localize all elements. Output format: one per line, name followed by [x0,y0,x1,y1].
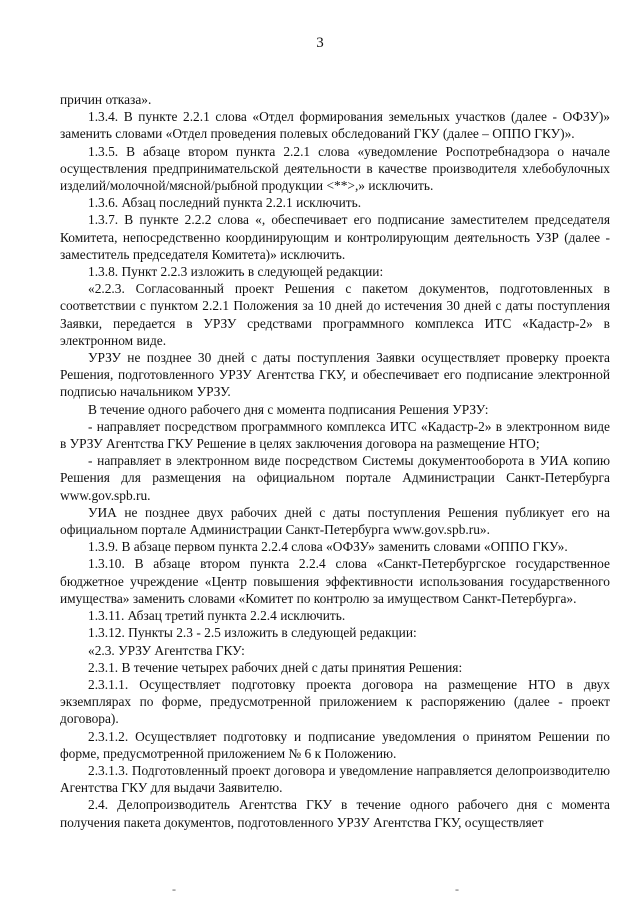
paragraph: 1.3.6. Абзац последний пункта 2.2.1 исключить. [88,195,362,211]
paragraph: 2.3.1.1. Осуществляет подготовку проекта договора на размещение НТО в двух экземплярах по форме, предусмотренной приложением к распоряжению (далее - проект договора). [60,676,610,727]
paragraph: «2.2.3. Согласованный проект Решения с пакетом документов, подготовленных в соответствии с пунктом 2.2.1 Положения за 10 дней до истечения 30 дней с даты поступления Заявки, передается в УРЗУ средствами программного комплекса ИТС «Кадастр-2» в электронном виде. [60,281,610,348]
paragraph: УРЗУ не позднее 30 дней с даты поступления Заявки осуществляет проверку проекта Решения, подготовленного УРЗУ Агентства ГКУ, и обеспечивает его подписание электронной подписью начальником УРЗУ. [60,350,610,400]
paragraph: 2.4. Делопроизводитель Агентства ГКУ в течение одного рабочего дня с момента получения пакета документов, подготовленного УРЗУ Агентства ГКУ, осуществляет [60,797,610,830]
paragraph: 1.3.7. В пункте 2.2.2 слова «, обеспечивает его подписание заместителем председателя Комитета, непосредственно координирующим и контролирующим деятельность УЗР (далее - заместитель председателя Комитета)» исключить. [60,212,610,262]
paragraph: - направляет в электронном виде посредством Системы документооборота в УИА копию Решения для размещения на официальном портале Администрации Санкт-Петербурга www.gov.spb.ru. [60,453,610,503]
paragraph: «2.3. УРЗУ Агентства ГКУ: [88,642,245,658]
paragraph: В течение одного рабочего дня с момента подписания Решения УРЗУ: [88,401,489,417]
paragraph: УИА не позднее двух рабочих дней с даты поступления Решения публикует его на официальном портале Администрации Санкт-Петербурга www.gov.spb.ru». [60,504,610,538]
paragraph: 1.3.8. Пункт 2.2.3 изложить в следующей редакции: [88,264,384,280]
paragraph: 2.3.1. В течение четырех рабочих дней с даты принятия Решения: [88,659,463,675]
paragraph: 1.3.12. Пункты 2.3 - 2.5 изложить в следующей редакции: [88,625,417,641]
paragraph: 1.3.11. Абзац третий пункта 2.2.4 исключить. [88,608,346,624]
paragraph: 1.3.5. В абзаце втором пункта 2.2.1 слова «уведомление Роспотребнадзора о начале осуществления предпринимательской деятельности в качестве производителя хлебобулочных изделий/молочной/мясной/рыбной продукции <**>,» исключить. [60,143,610,194]
paragraph: 1.3.10. В абзаце втором пункта 2.2.4 слова «Санкт-Петербургское государственное бюджетное учреждение «Центр повышения эффективности использования государственного имущества» заменить словами «Комитет по контролю за имуществом Санкт-Петербурга». [60,556,610,606]
footer-mark-left: - [172,882,176,896]
page-number: 3 [316,35,324,51]
paragraph: - направляет посредством программного комплекса ИТС «Кадастр-2» в электронном виде в УРЗУ Агентства ГКУ Решение в целях заключения договора на размещение НТО; [60,418,610,452]
document-body [60,91,610,831]
paragraph: причин отказа». [60,92,152,107]
paragraph: 1.3.9. В абзаце первом пункта 2.2.4 слова «ОФЗУ» заменить словами «ОППО ГКУ». [88,539,568,555]
paragraph: 1.3.4. В пункте 2.2.1 слова «Отдел формирования земельных участков (далее - ОФЗУ)» заменить словами «Отдел проведения полевых обследований ГКУ (далее – ОППО ГКУ)». [60,109,610,142]
paragraph: 2.3.1.3. Подготовленный проект договора и уведомление направляется делопроизводителю Агентства ГКУ для выдачи Заявителю. [60,762,610,796]
footer-mark-right: - [455,882,459,896]
paragraph: 2.3.1.2. Осуществляет подготовку и подписание уведомления о принятом Решении по форме, предусмотренной приложением № 6 к Положению. [60,728,610,761]
